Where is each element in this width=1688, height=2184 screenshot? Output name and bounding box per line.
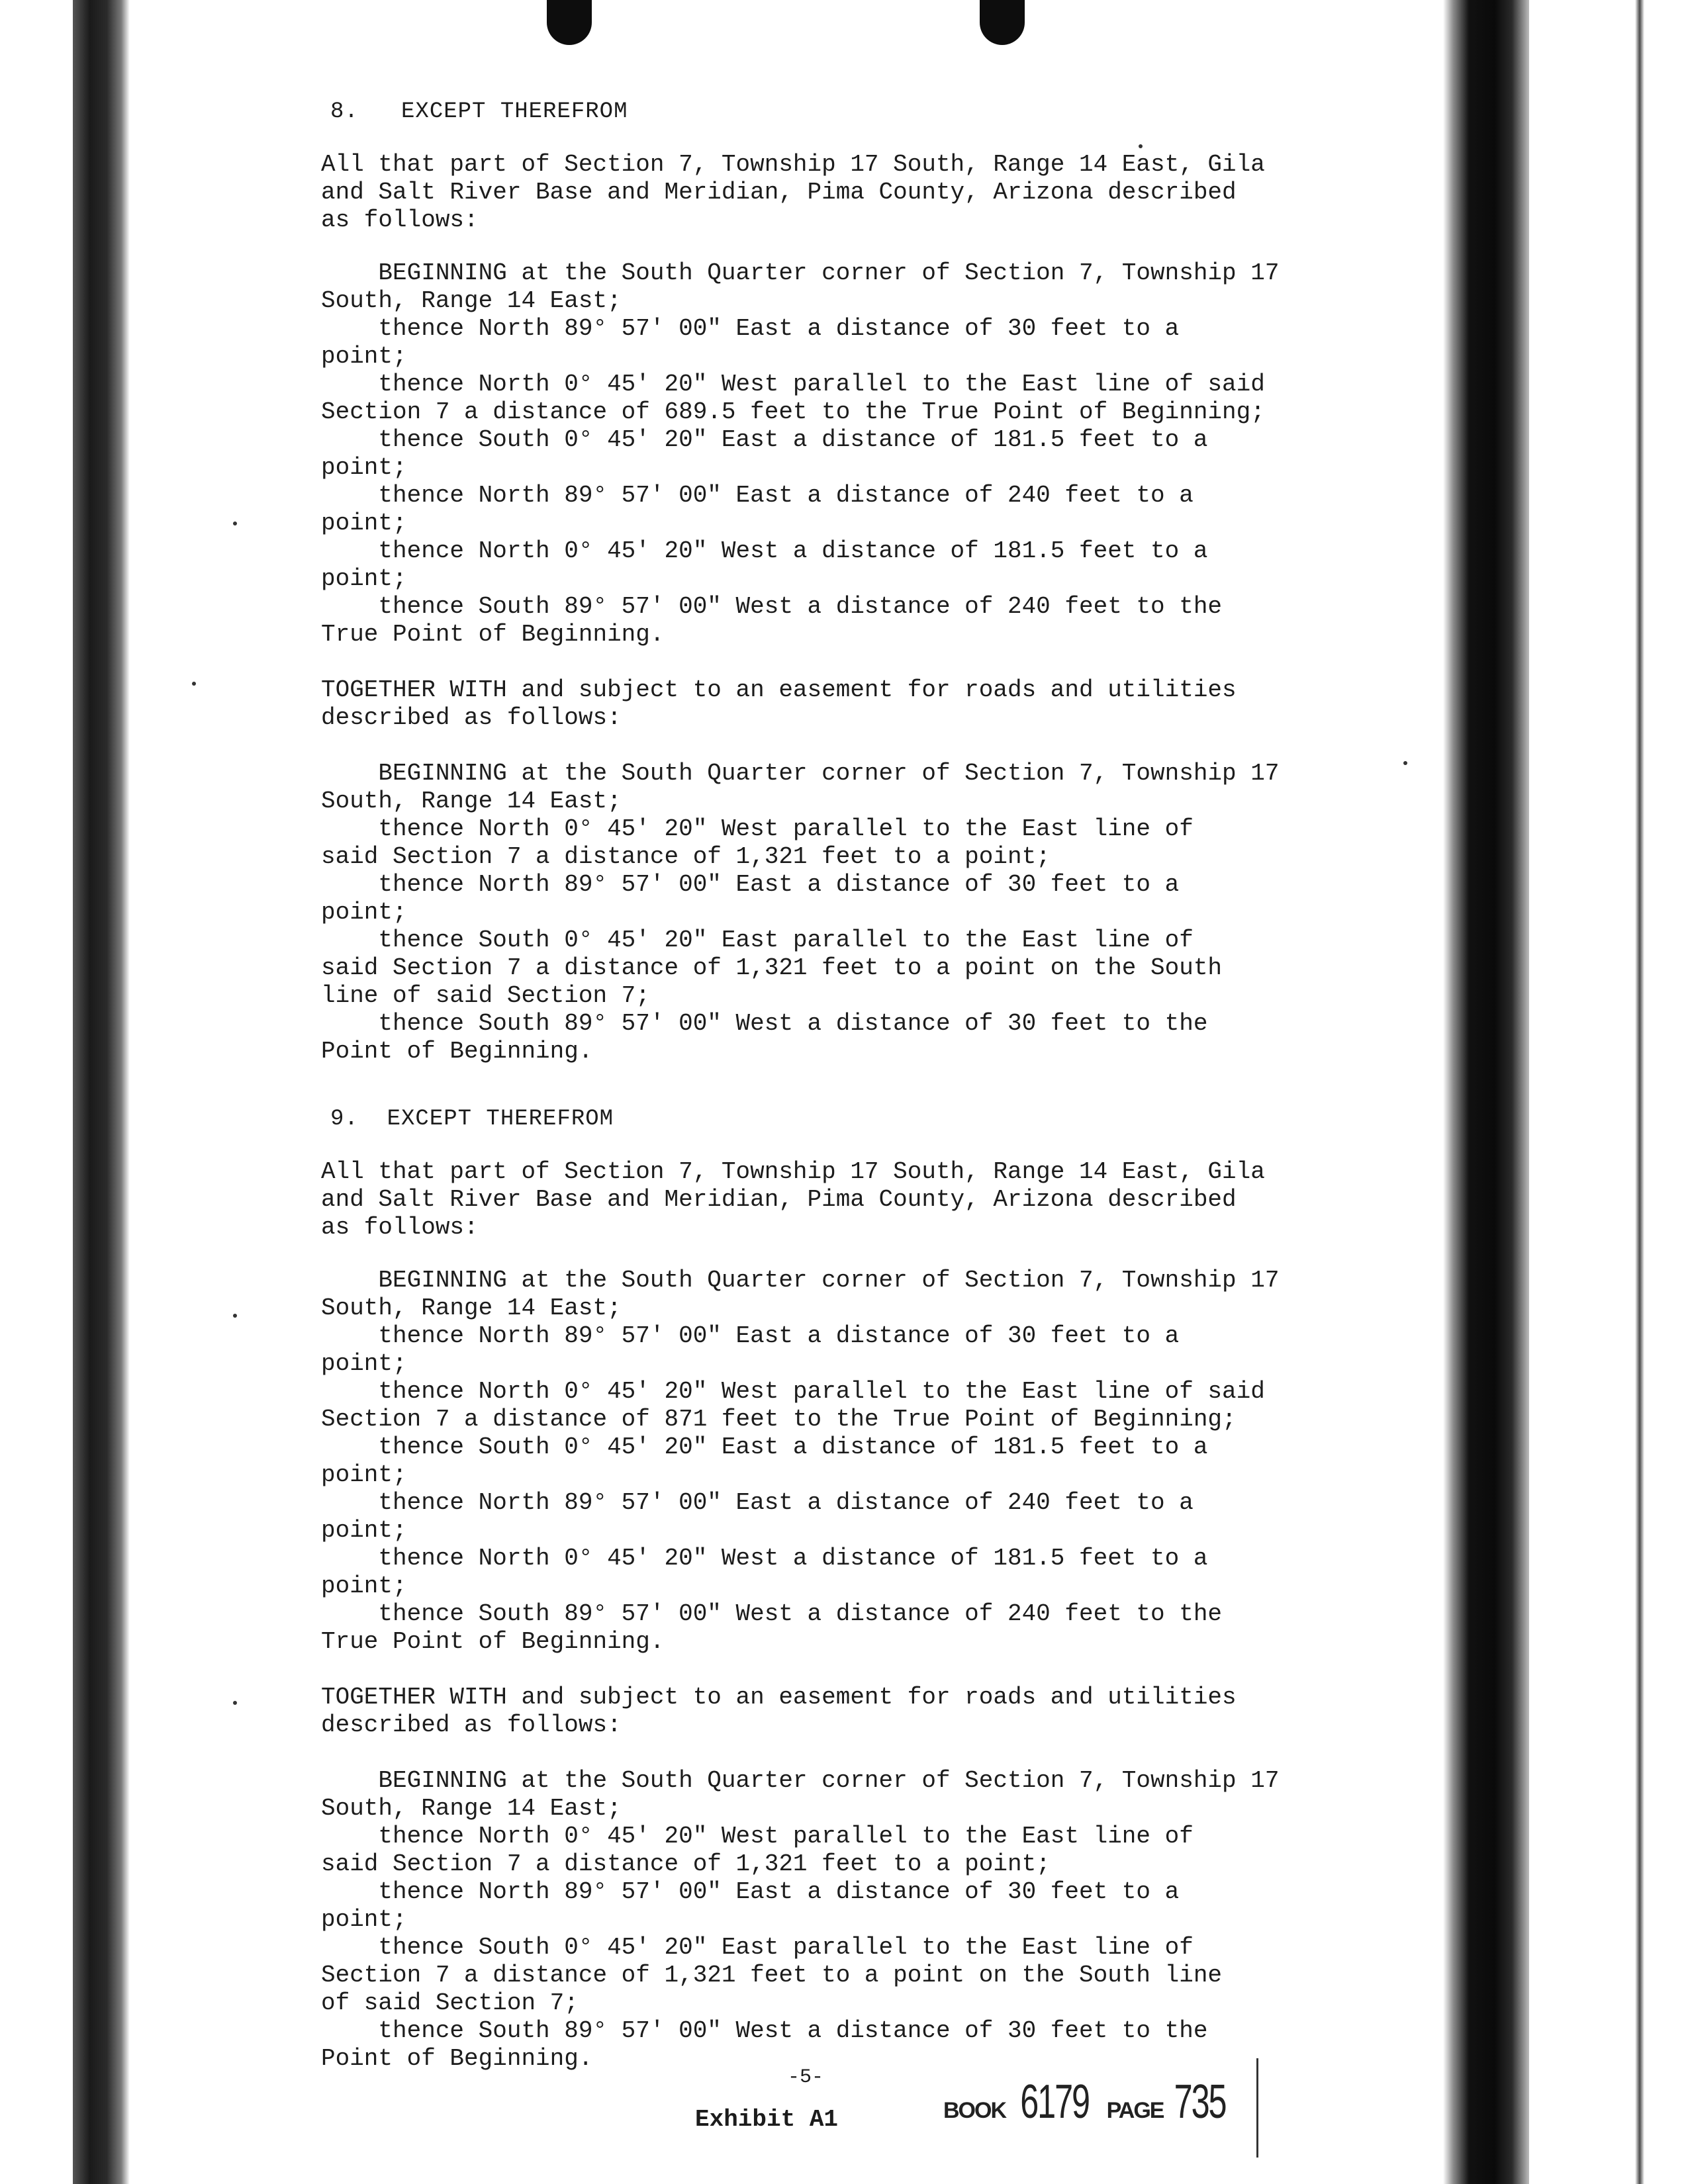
easement-intro xyxy=(321,676,1433,732)
scan-speck xyxy=(233,1314,237,1318)
course-line: thence South 89° 57' 00" West a distance of 30 feet to the xyxy=(321,2017,1208,2044)
course-line: thence North 0° 45' 20" West parallel to the East line of said xyxy=(321,1378,1265,1405)
easement-description xyxy=(321,1767,1433,2073)
course-line: thence North 89° 57' 00" East a distance of 240 feet to a xyxy=(321,482,1194,509)
intro-line: All that part of Section 7, Township 17 South, Range 14 East, Gila xyxy=(321,151,1265,178)
course-line: thence North 0° 45' 20" West parallel to the East line of said xyxy=(321,371,1265,398)
punch-hole-right xyxy=(980,0,1025,45)
section-8 xyxy=(321,99,1433,1066)
intro-line: as follows: xyxy=(321,206,479,234)
course-line: point; xyxy=(321,899,407,926)
document-body xyxy=(321,99,1433,2101)
course-line: point; xyxy=(321,343,407,370)
course-line: South, Range 14 East; xyxy=(321,1795,622,1822)
course-line: of said Section 7; xyxy=(321,1989,579,2017)
book-number: 6179 xyxy=(1020,2075,1089,2128)
course-line: BEGINNING at the South Quarter corner of Section 7, Township 17 xyxy=(321,1267,1280,1294)
scan-edge-right xyxy=(1443,0,1529,2184)
course-line: thence North 89° 57' 00" East a distance of 30 feet to a xyxy=(321,1322,1180,1349)
easement-intro-line: described as follows: xyxy=(321,704,622,731)
exhibit-label: Exhibit A1 xyxy=(695,2106,839,2133)
course-line: point; xyxy=(321,1517,407,1544)
intro-line: and Salt River Base and Meridian, Pima County, Arizona described xyxy=(321,1186,1237,1213)
course-line: thence North 0° 45' 20" West a distance of 181.5 feet to a xyxy=(321,1545,1208,1572)
recording-stamp xyxy=(943,2075,1237,2129)
course-line: point; xyxy=(321,510,407,537)
easement-intro-line: described as follows: xyxy=(321,1711,622,1739)
course-line: thence South 0° 45' 20" East parallel to the East line of xyxy=(321,927,1194,954)
page-value: 735 xyxy=(1174,2075,1226,2128)
course-line: point; xyxy=(321,1350,407,1377)
course-line: thence North 89° 57' 00" East a distance of 30 feet to a xyxy=(321,1878,1180,1905)
course-line: South, Range 14 East; xyxy=(321,1295,622,1322)
intro-line: and Salt River Base and Meridian, Pima County, Arizona described xyxy=(321,179,1237,206)
book-label: BOOK xyxy=(943,2098,1006,2123)
course-line: line of said Section 7; xyxy=(321,982,650,1009)
course-line: BEGINNING at the South Quarter corner of Section 7, Township 17 xyxy=(321,760,1280,787)
course-line: South, Range 14 East; xyxy=(321,788,622,815)
scan-speck xyxy=(233,522,237,525)
parcel-description xyxy=(321,1267,1433,1656)
footer-divider xyxy=(1256,2058,1258,2158)
course-line: thence North 89° 57' 00" East a distance of 240 feet to a xyxy=(321,1489,1194,1516)
course-line: thence North 0° 45' 20" West a distance of 181.5 feet to a xyxy=(321,537,1208,565)
course-line: Point of Beginning. xyxy=(321,1038,593,1065)
course-line: BEGINNING at the South Quarter corner of Section 7, Township 17 xyxy=(321,259,1280,287)
section-9 xyxy=(321,1107,1433,2073)
easement-description xyxy=(321,760,1433,1066)
intro-line: as follows: xyxy=(321,1214,479,1241)
section-heading: 8. EXCEPT THEREFROM xyxy=(330,99,628,124)
easement-intro-line: TOGETHER WITH and subject to an easement for roads and utilities xyxy=(321,1684,1237,1711)
course-line: BEGINNING at the South Quarter corner of Section 7, Township 17 xyxy=(321,1767,1280,1794)
course-line: said Section 7 a distance of 1,321 feet to a point; xyxy=(321,843,1051,870)
course-line: thence South 89° 57' 00" West a distance of 30 feet to the xyxy=(321,1010,1208,1037)
section-intro xyxy=(321,1158,1433,1242)
course-line: True Point of Beginning. xyxy=(321,621,665,648)
course-line: thence South 89° 57' 00" West a distance of 240 feet to the xyxy=(321,1600,1223,1627)
section-heading: 9. EXCEPT THEREFROM xyxy=(330,1107,614,1132)
punch-hole-left xyxy=(547,0,592,45)
course-line: point; xyxy=(321,1572,407,1600)
scan-speck xyxy=(233,1701,237,1705)
page-number: -5- xyxy=(788,2066,824,2089)
course-line: thence North 89° 57' 00" East a distance of 30 feet to a xyxy=(321,871,1180,898)
parcel-description xyxy=(321,259,1433,649)
course-line: thence North 0° 45' 20" West parallel to the East line of xyxy=(321,1823,1194,1850)
course-line: thence North 0° 45' 20" West parallel to the East line of xyxy=(321,815,1194,842)
page-label: PAGE xyxy=(1106,2098,1164,2123)
intro-line: All that part of Section 7, Township 17 South, Range 14 East, Gila xyxy=(321,1158,1265,1185)
course-line: thence North 89° 57' 00" East a distance of 30 feet to a xyxy=(321,315,1180,342)
course-line: Section 7 a distance of 871 feet to the True Point of Beginning; xyxy=(321,1406,1237,1433)
course-line: Section 7 a distance of 1,321 feet to a point on the South line xyxy=(321,1962,1223,1989)
course-line: thence South 0° 45' 20" East parallel to the East line of xyxy=(321,1934,1194,1961)
easement-intro-line: TOGETHER WITH and subject to an easement for roads and utilities xyxy=(321,676,1237,704)
course-line: thence South 0° 45' 20" East a distance of 181.5 feet to a xyxy=(321,426,1208,453)
easement-intro xyxy=(321,1684,1433,1739)
course-line: said Section 7 a distance of 1,321 feet to a point; xyxy=(321,1850,1051,1878)
course-line: South, Range 14 East; xyxy=(321,287,622,314)
course-line: point; xyxy=(321,454,407,481)
scan-edge-left xyxy=(73,0,130,2184)
course-line: point; xyxy=(321,1461,407,1488)
course-line: True Point of Beginning. xyxy=(321,1628,665,1655)
course-line: point; xyxy=(321,565,407,592)
scan-speck xyxy=(192,682,196,686)
course-line: said Section 7 a distance of 1,321 feet to a point on the South xyxy=(321,954,1223,981)
course-line: Point of Beginning. xyxy=(321,2045,593,2072)
section-intro xyxy=(321,151,1433,234)
course-line: thence South 0° 45' 20" East a distance of 181.5 feet to a xyxy=(321,1433,1208,1461)
course-line: point; xyxy=(321,1906,407,1933)
course-line: thence South 89° 57' 00" West a distance of 240 feet to the xyxy=(321,593,1223,620)
course-line: Section 7 a distance of 689.5 feet to the True Point of Beginning; xyxy=(321,398,1265,426)
scan-edge-right-thin xyxy=(1635,0,1644,2184)
